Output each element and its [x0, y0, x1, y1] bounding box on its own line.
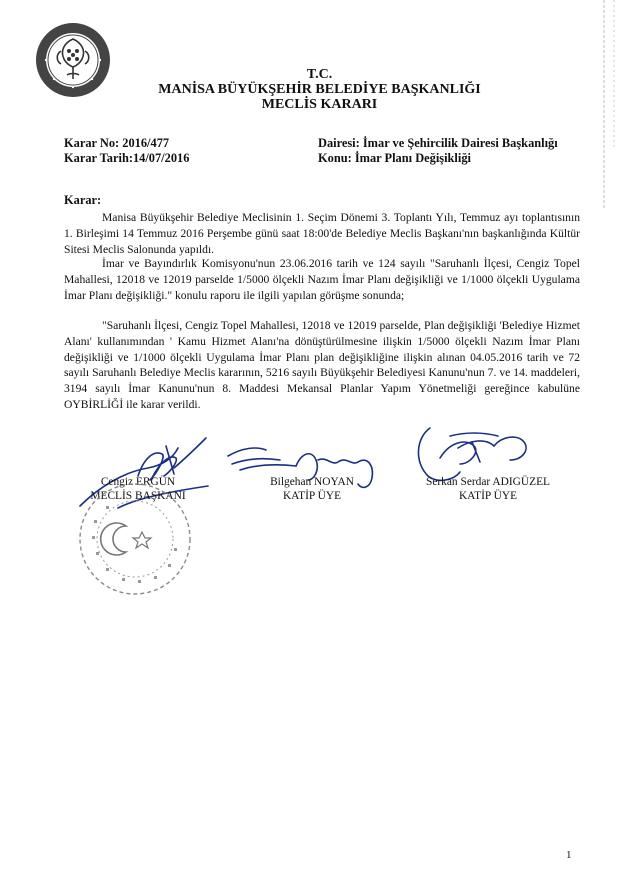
department: Dairesi: İmar ve Şehircilik Dairesi Başkanlığı	[318, 136, 558, 150]
decision-number: Karar No: 2016/477	[64, 136, 170, 150]
decision-label: Karar:	[64, 193, 102, 207]
signature-member-1	[232, 476, 392, 502]
paragraph-3	[64, 318, 580, 413]
paragraph-1	[64, 210, 580, 257]
signature-member-2	[408, 476, 568, 502]
president-name: Cengiz ERGÜN	[100, 476, 176, 488]
paragraph-2	[64, 256, 580, 303]
header-institution: MANİSA BÜYÜKŞEHİR BELEDİYE BAŞKANLIĞI	[158, 82, 481, 97]
paragraph-1-text: Manisa Büyükşehir Belediye Meclisinin 1. Seçim Dönemi 3. Toplantı Yılı, Temmuz ayı toplantısının 1. Birleşimi 14 Temmuz 2016 Perşembe günü saat 18:00'de Belediye Meclis Başkanı'nın başkanlığında Kültür Sitesi Meclis Salonunda yapıldı.	[64, 211, 580, 256]
member-2-name: Serkan Serdar ADIGÜZEL	[426, 476, 550, 488]
header-tc: T.C.	[306, 67, 333, 82]
member-2-title: KATİP ÜYE	[458, 490, 518, 502]
subject: Konu: İmar Planı Değişikliği	[318, 151, 471, 165]
member-1-name: Bilgehan NOYAN	[270, 476, 354, 488]
header-title: MECLİS KARARI	[261, 97, 378, 112]
paragraph-3-text: "Saruhanlı İlçesi, Cengiz Topel Mahallesi, 12018 ve 12019 parselde, Plan değişikliği 'Belediye Hizmet Alanı' kullanımından ' Kamu Hizmet Alanı'na dönüştürülmesine ilişkin 1/5000 ölçekli Nazım İmar Planı değişikliği ve 1/1000 ölçekli Uygulama İmar Planı plan değişikliğine ilişkin alınan 04.05.2016 tarih ve 72 sayılı Saruhanlı Belediye Meclis kararının, 5216 sayılı Büyükşehir Belediyesi Kanunu'nun 7. ve 14. maddeleri, 3194 sayılı İmar Kanunu'nun 8. Maddesi Mekansal Planlar Yapım Yönetmeliği gereğince kabulüne OYBİRLİĞİ ile karar verildi.	[64, 319, 580, 411]
member-1-title: KATİP ÜYE	[282, 490, 342, 502]
president-title: MECLİS BAŞKANI	[90, 490, 186, 502]
page-number: 1	[566, 849, 572, 861]
decision-date: Karar Tarih:14/07/2016	[64, 151, 190, 165]
official-stamp	[76, 480, 194, 598]
paragraph-2-text: İmar ve Bayındırlık Komisyonu'nun 23.06.2016 tarih ve 124 sayılı "Saruhanlı İlçesi, Cengiz Topel Mahallesi, 12018 ve 12019 parselde 1/5000 ölçekli Nazım İmar Planı değişikliği ve 1/1000 ölçekli Uygulama İmar Planı değişikliği." konulu raporu ile ilgili yapılan görüşme sonunda;	[64, 257, 580, 302]
